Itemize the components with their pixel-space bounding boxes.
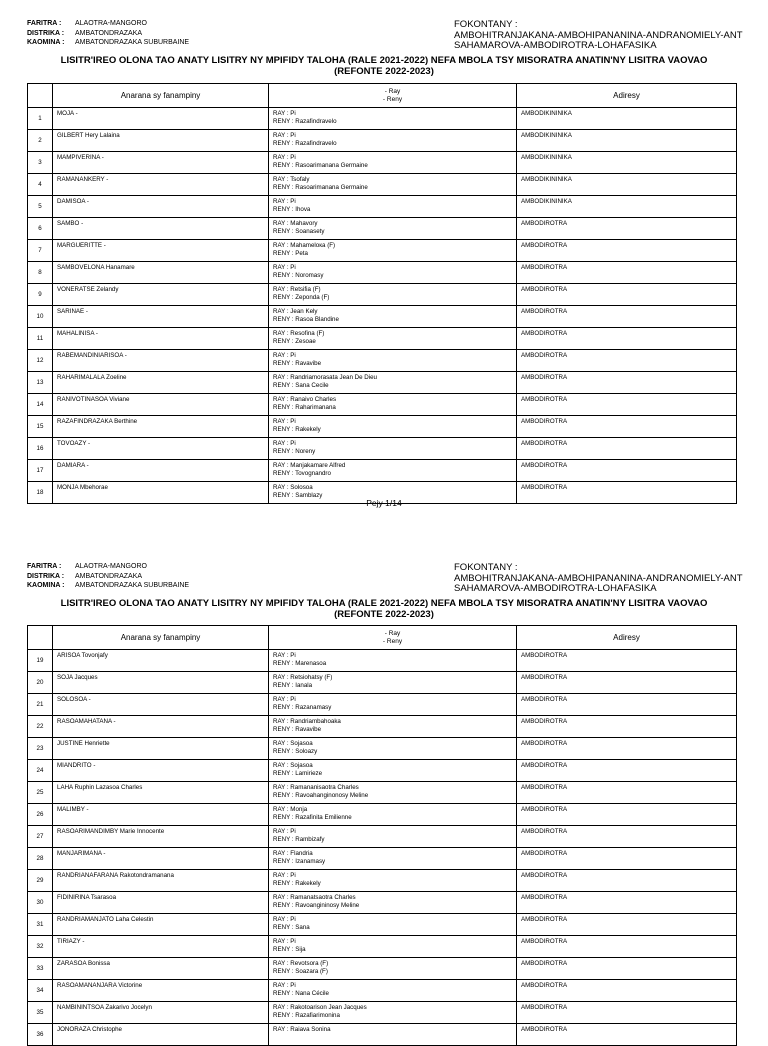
row-reny: RENY : Zesoae [273, 337, 316, 345]
row-address: AMBODIROTRA [517, 958, 737, 980]
row-reny: RENY : Razanamasy [273, 703, 332, 711]
col-name: Anarana sy fanampiny [53, 84, 269, 108]
row-ray: RAY : Raiava Sonina [273, 1026, 331, 1033]
row-address: AMBODIROTRA [517, 650, 737, 672]
row-address: AMBODIROTRA [517, 482, 737, 504]
table-row [28, 350, 737, 372]
row-address: AMBODIROTRA [517, 826, 737, 848]
row-number: 14 [28, 394, 53, 416]
row-name: LAHA Ruphin Lazasoa Charles [53, 782, 269, 804]
row-name: GILBERT Hery Lalaina [53, 130, 269, 152]
row-parents [269, 738, 517, 760]
row-ray: RAY : Mahavory [273, 220, 318, 227]
row-number: 36 [28, 1024, 53, 1046]
row-ray: RAY : Ramananisaotra Charles [273, 784, 359, 791]
row-reny: RENY : Noreny [273, 447, 316, 455]
table-row [28, 914, 737, 936]
row-reny: RENY : Ianala [273, 681, 313, 689]
row-name: RAMANANKERY - [53, 174, 269, 196]
table-row [28, 460, 737, 482]
table-row [28, 672, 737, 694]
row-reny: RENY : Samblazy [273, 491, 323, 499]
row-number: 34 [28, 980, 53, 1002]
table-row [28, 936, 737, 958]
row-name: MOJA - [53, 108, 269, 130]
table-row [28, 416, 737, 438]
row-address: AMBODIKININIKA [517, 152, 737, 174]
row-address: AMBODIKININIKA [517, 196, 737, 218]
row-name: DAMIARA - [53, 460, 269, 482]
document-title-2 [0, 598, 768, 620]
row-parents [269, 892, 517, 914]
row-number: 29 [28, 870, 53, 892]
table-row [28, 694, 737, 716]
faritra-label: FARITRA : [27, 563, 62, 570]
row-address: AMBODIROTRA [517, 306, 737, 328]
row-parents [269, 672, 517, 694]
row-name: MARGUERITTE - [53, 240, 269, 262]
row-parents [269, 826, 517, 848]
row-ray: RAY : Pi [273, 938, 296, 945]
row-parents [269, 870, 517, 892]
row-ray: RAY : Pi [273, 696, 296, 703]
row-name: SAMBO - [53, 218, 269, 240]
row-name: TOVOAZY - [53, 438, 269, 460]
row-address: AMBODIROTRA [517, 438, 737, 460]
row-number: 21 [28, 694, 53, 716]
row-parents [269, 152, 517, 174]
row-address: AMBODIROTRA [517, 914, 737, 936]
row-reny: RENY : Soloazy [273, 747, 318, 755]
row-name: MALIMBY - [53, 804, 269, 826]
title-line2: (REFONTE 2022-2023) [334, 66, 434, 77]
row-ray: RAY : Ramanatsaotra Charles [273, 894, 356, 901]
row-address: AMBODIROTRA [517, 1002, 737, 1024]
row-reny: RENY : Rasoarimanana Germaine [273, 183, 368, 191]
row-reny: RENY : Sana [273, 923, 310, 931]
table-row [28, 438, 737, 460]
row-ray: RAY : Randriamorasata Jean De Dieu [273, 374, 377, 381]
row-number: 1 [28, 108, 53, 130]
row-number: 6 [28, 218, 53, 240]
row-reny: RENY : Rakekely [273, 879, 321, 887]
table-row [28, 738, 737, 760]
row-ray: RAY : Retsifia (F) [273, 286, 321, 293]
row-address: AMBODIROTRA [517, 328, 737, 350]
row-reny: RENY : Tovognandro [273, 469, 331, 477]
row-reny: RENY : Ravavibe [273, 725, 322, 733]
table-row [28, 1024, 737, 1046]
row-number: 5 [28, 196, 53, 218]
row-ray: RAY : Jean Kely [273, 308, 318, 315]
row-number: 12 [28, 350, 53, 372]
row-reny: RENY : Rasoarimanana Germaine [273, 161, 368, 169]
table-row [28, 650, 737, 672]
title-line1: LISITR'IREO OLONA TAO ANATY LISITRY NY MPIFIDY TALOHA (RALE 2021-2022) NEFA MBOLA TSY MISORATRA ANATIN'NY LISITRA VAOVAO [60, 55, 708, 66]
row-number: 11 [28, 328, 53, 350]
row-address: AMBODIROTRA [517, 694, 737, 716]
row-ray: RAY : Pi [273, 352, 296, 359]
table-row [28, 196, 737, 218]
row-ray: RAY : Sojasoa [273, 762, 313, 769]
table-row [28, 262, 737, 284]
row-number: 19 [28, 650, 53, 672]
row-address: AMBODIROTRA [517, 350, 737, 372]
fokontany-label: FOKONTANY : [454, 19, 518, 30]
fokontany-line1: AMBOHITRANJAKANA-AMBOHIPANANINA-ANDRANOMIELY-ANT [454, 29, 743, 41]
row-number: 10 [28, 306, 53, 328]
row-ray: RAY : Ranaivo Charles [273, 396, 337, 403]
row-name: SOJA Jacques [53, 672, 269, 694]
row-parents [269, 196, 517, 218]
row-address: AMBODIROTRA [517, 782, 737, 804]
title-line1: LISITR'IREO OLONA TAO ANATY LISITRY NY MPIFIDY TALOHA (RALE 2021-2022) NEFA MBOLA TSY MISORATRA ANATIN'NY LISITRA VAOVAO [60, 598, 708, 609]
row-reny: RENY : Razafinita Emilienne [273, 813, 352, 821]
row-ray: RAY : Pi [273, 264, 296, 271]
row-name: MONJA Mbehorae [53, 482, 269, 504]
row-parents [269, 694, 517, 716]
row-address: AMBODIROTRA [517, 240, 737, 262]
row-reny: RENY : Izanamasy [273, 857, 326, 865]
row-name: MIANDRITO - [53, 760, 269, 782]
row-number: 2 [28, 130, 53, 152]
row-ray: RAY : Pi [273, 110, 296, 117]
kaomina-value: AMBATONDRAZAKA SUBURBAINE [75, 582, 190, 589]
row-number: 16 [28, 438, 53, 460]
row-parents [269, 980, 517, 1002]
faritra-label: FARITRA : [27, 20, 62, 27]
row-reny: RENY : Ravavibe [273, 359, 322, 367]
row-name: DAMISOA - [53, 196, 269, 218]
row-number: 15 [28, 416, 53, 438]
row-parents [269, 760, 517, 782]
row-name: TIRIAZY - [53, 936, 269, 958]
row-name: RANDRIANAFARANA Rakotondramanana [53, 870, 269, 892]
row-name: RASOAMANANJARA Victorine [53, 980, 269, 1002]
row-parents [269, 174, 517, 196]
row-number: 24 [28, 760, 53, 782]
row-number: 22 [28, 716, 53, 738]
table-row [28, 804, 737, 826]
row-number: 32 [28, 936, 53, 958]
row-name: NAMBININTSOA Zakarivo Jocelyn [53, 1002, 269, 1024]
row-ray: RAY : Pi [273, 652, 296, 659]
row-parents [269, 328, 517, 350]
row-name: RAZAFINDRAZAKA Berthine [53, 416, 269, 438]
row-address: AMBODIROTRA [517, 804, 737, 826]
row-parents [269, 130, 517, 152]
row-number: 28 [28, 848, 53, 870]
title-line2: (REFONTE 2022-2023) [334, 609, 434, 620]
table-row [28, 716, 737, 738]
row-number: 20 [28, 672, 53, 694]
row-reny: RENY : Rasoa Blandine [273, 315, 339, 323]
row-ray: RAY : Pi [273, 418, 296, 425]
kaomina-label: KAOMINA : [27, 39, 65, 46]
row-number: 7 [28, 240, 53, 262]
table-row [28, 826, 737, 848]
col-name: Anarana sy fanampiny [53, 626, 269, 650]
row-address: AMBODIROTRA [517, 980, 737, 1002]
row-ray: RAY : Rakotoarison Jean Jacques [273, 1004, 367, 1011]
table-body-page2 [28, 650, 737, 1046]
row-reny: RENY : Zeponda (F) [273, 293, 330, 301]
fokontany-line2: SAHAMAROVA-AMBODIROTRA-LOHAFASIKA [454, 40, 657, 51]
row-ray: RAY : Flandria [273, 850, 313, 857]
row-ray: RAY : Mahamelока (F) [273, 242, 336, 249]
distrika-value: AMBATONDRAZAKA [75, 572, 143, 580]
row-parents [269, 262, 517, 284]
row-ray: RAY : Tsofaly [273, 176, 310, 183]
row-parents [269, 438, 517, 460]
kaomina-label: KAOMINA : [27, 582, 65, 589]
table-row [28, 394, 737, 416]
row-reny: RENY : Ravoangininosy Meline [273, 901, 360, 909]
table-row [28, 284, 737, 306]
faritra-value: ALAOTRA-MANGORO [75, 563, 147, 570]
fokontany-info [454, 20, 754, 52]
table-row [28, 174, 737, 196]
row-ray: RAY : Pi [273, 916, 296, 923]
row-ray: RAY : Pi [273, 982, 296, 989]
row-address: AMBODIKININIKA [517, 130, 737, 152]
row-address: AMBODIROTRA [517, 870, 737, 892]
row-reny: RENY : Peta [273, 249, 308, 257]
row-name: FIDINIRINA Tsarasoa [53, 892, 269, 914]
row-reny: RENY : Nana Cécile [273, 989, 329, 997]
row-name: ARISOA Tovonjafy [53, 650, 269, 672]
row-ray: RAY : Monja [273, 806, 308, 813]
row-reny: RENY : Rakekely [273, 425, 321, 433]
row-reny: RENY : Rambizafy [273, 835, 325, 843]
table-row [28, 760, 737, 782]
table-row [28, 108, 737, 130]
table-row [28, 782, 737, 804]
row-address: AMBODIROTRA [517, 892, 737, 914]
row-address: AMBODIROTRA [517, 262, 737, 284]
row-ray: RAY : Resofina (F) [273, 330, 325, 337]
row-address: AMBODIROTRA [517, 372, 737, 394]
row-reny: RENY : Sana Cecile [273, 381, 329, 389]
row-parents [269, 108, 517, 130]
table-row [28, 848, 737, 870]
row-address: AMBODIROTRA [517, 738, 737, 760]
row-address: AMBODIROTRA [517, 672, 737, 694]
row-address: AMBODIROTRA [517, 394, 737, 416]
fokontany-info-2 [454, 563, 754, 595]
table-row [28, 240, 737, 262]
row-number: 13 [28, 372, 53, 394]
row-number: 27 [28, 826, 53, 848]
row-reny: RENY : Raharimanana [273, 403, 336, 411]
table-row [28, 328, 737, 350]
row-address: AMBODIROTRA [517, 416, 737, 438]
row-reny: RENY : Ravoahanginonosy Meline [273, 791, 369, 799]
admin-info-2 [27, 562, 189, 591]
row-name: RANIVOTINASOA Viviane [53, 394, 269, 416]
row-number: 23 [28, 738, 53, 760]
col-number [28, 84, 53, 108]
row-parents [269, 716, 517, 738]
table-row [28, 152, 737, 174]
row-reny: RENY : Sija [273, 945, 306, 953]
admin-info [27, 19, 189, 48]
row-reny: RENY : Ihova [273, 205, 311, 213]
row-parents [269, 350, 517, 372]
row-number: 26 [28, 804, 53, 826]
row-name: RASOAMAHATANA - [53, 716, 269, 738]
row-name: ZARASOA Bonissa [53, 958, 269, 980]
row-ray: RAY : Randriambahoaka [273, 718, 341, 725]
row-parents [269, 1024, 517, 1046]
row-address: AMBODIROTRA [517, 1024, 737, 1046]
row-parents [269, 416, 517, 438]
table-row [28, 892, 737, 914]
row-parents [269, 460, 517, 482]
row-number: 17 [28, 460, 53, 482]
row-reny: RENY : Marenasoa [273, 659, 327, 667]
col-address: Adiresy [517, 626, 737, 650]
table-row [28, 372, 737, 394]
table-row [28, 980, 737, 1002]
row-parents [269, 848, 517, 870]
row-parents [269, 218, 517, 240]
row-parents [269, 914, 517, 936]
fokontany-line2: SAHAMAROVA-AMBODIROTRA-LOHAFASIKA [454, 583, 657, 594]
row-reny: RENY : Razafiarimonina [273, 1011, 340, 1019]
row-reny: RENY : Razafindravelo [273, 117, 337, 125]
row-parents [269, 650, 517, 672]
row-parents [269, 284, 517, 306]
row-parents [269, 782, 517, 804]
row-ray: RAY : Pi [273, 154, 296, 161]
row-ray: RAY : Manjakamare Alfred [273, 462, 346, 469]
table-row [28, 218, 737, 240]
row-number: 9 [28, 284, 53, 306]
col-number [28, 626, 53, 650]
row-name: RASOARIMANDIMBY Marie Innocente [53, 826, 269, 848]
distrika-label: DISTRIKA : [27, 29, 65, 37]
row-name: SARINAE - [53, 306, 269, 328]
row-number: 33 [28, 958, 53, 980]
row-name: VONERATSE Zelandy [53, 284, 269, 306]
row-address: AMBODIROTRA [517, 716, 737, 738]
row-address: AMBODIROTRA [517, 218, 737, 240]
row-name: RAHARIMALALA Zoeline [53, 372, 269, 394]
row-parents [269, 372, 517, 394]
row-reny: RENY : Razafindravelo [273, 139, 337, 147]
row-ray: RAY : Pi [273, 872, 296, 879]
row-ray: RAY : Revotsora (F) [273, 960, 329, 967]
row-reny: RENY : Noromasy [273, 271, 324, 279]
row-parents [269, 804, 517, 826]
page-number: Pejy 1/14 [366, 498, 402, 508]
table-row [28, 130, 737, 152]
table-row [28, 1002, 737, 1024]
row-name: JUSTINE Henriette [53, 738, 269, 760]
row-name: RANDRIAMANJATO Laha Celestin [53, 914, 269, 936]
col-parents: - Ray - Reny [269, 84, 517, 108]
row-address: AMBODIROTRA [517, 936, 737, 958]
fokontany-label: FOKONTANY : [454, 562, 518, 573]
distrika-value: AMBATONDRAZAKA [75, 29, 143, 37]
row-number: 35 [28, 1002, 53, 1024]
row-name: MAMPIVERINA - [53, 152, 269, 174]
row-number: 30 [28, 892, 53, 914]
row-name: SAMBOVELONA Hanamare [53, 262, 269, 284]
row-number: 8 [28, 262, 53, 284]
kaomina-value: AMBATONDRAZAKA SUBURBAINE [75, 39, 190, 46]
voter-table-page2 [27, 625, 737, 1046]
row-name: JONORAZA Christophe [53, 1024, 269, 1046]
row-number: 31 [28, 914, 53, 936]
table-row [28, 958, 737, 980]
row-name: MANJARIMANA - [53, 848, 269, 870]
faritra-value: ALAOTRA-MANGORO [75, 20, 147, 27]
row-parents [269, 240, 517, 262]
row-name: SOLOSOA - [53, 694, 269, 716]
row-ray: RAY : Pi [273, 440, 296, 447]
row-address: AMBODIROTRA [517, 760, 737, 782]
row-ray: RAY : Pi [273, 132, 296, 139]
fokontany-line1: AMBOHITRANJAKANA-AMBOHIPANANINA-ANDRANOMIELY-ANT [454, 572, 743, 584]
row-number: 3 [28, 152, 53, 174]
row-number: 25 [28, 782, 53, 804]
row-address: AMBODIKININIKA [517, 174, 737, 196]
row-address: AMBODIROTRA [517, 460, 737, 482]
row-name: RABEMANDINIARISOA - [53, 350, 269, 372]
row-parents [269, 394, 517, 416]
table-row [28, 306, 737, 328]
row-parents [269, 958, 517, 980]
col-address: Adiresy [517, 84, 737, 108]
row-reny: RENY : Soanasety [273, 227, 325, 235]
row-parents [269, 936, 517, 958]
row-address: AMBODIKININIKA [517, 108, 737, 130]
table-body-page1 [28, 108, 737, 504]
row-address: AMBODIROTRA [517, 848, 737, 870]
document-title [0, 55, 768, 77]
row-ray: RAY : Sojasoa [273, 740, 313, 747]
row-reny: RENY : Soazara (F) [273, 967, 328, 975]
voter-table-page1 [27, 83, 737, 504]
row-number: 4 [28, 174, 53, 196]
row-name: MAHALINISA - [53, 328, 269, 350]
row-number: 18 [28, 482, 53, 504]
col-parents: - Ray - Reny [269, 626, 517, 650]
row-ray: RAY : Pi [273, 198, 296, 205]
row-parents [269, 306, 517, 328]
row-parents [269, 1002, 517, 1024]
row-ray: RAY : Pi [273, 828, 296, 835]
row-ray: RAY : Solosoa [273, 484, 313, 491]
table-row [28, 870, 737, 892]
row-ray: RAY : Retsiohatsy (F) [273, 674, 333, 681]
distrika-label: DISTRIKA : [27, 572, 65, 580]
row-address: AMBODIROTRA [517, 284, 737, 306]
row-reny: RENY : Lamirieze [273, 769, 323, 777]
